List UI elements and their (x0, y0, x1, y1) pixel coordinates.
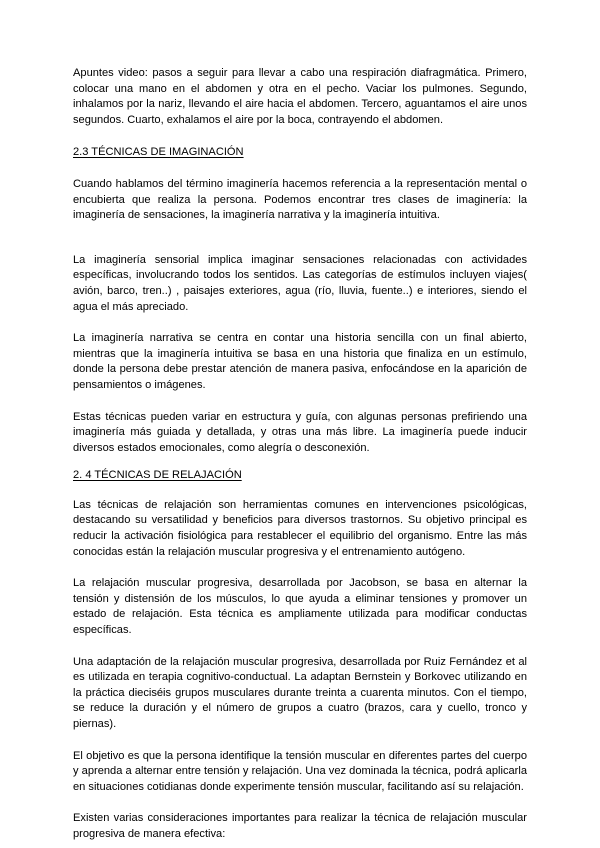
paragraph-imagineria-narrativa: La imaginería narrativa se centra en contar una historia sencilla con un final abierto, mientras que la imaginería intuitiva se basa en una historia que finaliza en un estímulo, donde la persona debe prestar atención de manera pasiva, enfocándose en la aparición de pensamientos o imágenes. (73, 332, 527, 391)
document-page (73, 66, 527, 843)
section-heading-imaginacion: 2.3 TÉCNICAS DE IMAGINACIÓN (73, 146, 244, 159)
paragraph-adaptacion: Una adaptación de la relajación muscular progresiva, desarrollada por Ruiz Fernández et al es utilizada en terapia cognitivo-conductual. La adaptan Bernstein y Borkovec utilizando en la práctica dieciséis grupos musculares durante treinta a cuarenta minutos. Con el tiempo, se reduce la duración y el número de grupos a cuatro (brazos, cara y cuello, tronco y piernas). (73, 655, 527, 730)
paragraph-tecnicas-variacion: Estas técnicas pueden variar en estructura y guía, con algunas personas prefiriendo una imaginería más guiada y detallada, y otras una más libre. La imaginería puede inducir diversos estados emocionales, como alegría o desconexión. (73, 410, 527, 454)
paragraph-consideraciones: Existen varias consideraciones importantes para realizar la técnica de relajación muscular progresiva de manera efectiva: (73, 812, 527, 840)
paragraph-imagineria-definicion: Cuando hablamos del término imaginería hacemos referencia a la representación mental o encubierta que realiza la persona. Podemos encontrar tres clases de imaginería: la imaginería de sensaciones, la imaginería narrativa y la imaginería intuitiva. (73, 177, 527, 222)
paragraph-relajacion-definicion: Las técnicas de relajación son herramientas comunes en intervenciones psicológicas, destacando su versatilidad y beneficios para diversos trastornos. Su objetivo principal es reducir la activación fisiológica para restablecer el equilibrio del organismo. Entre las más conocidas están la relajación muscular progresiva y el entrenamiento autógeno. (73, 498, 527, 558)
paragraph-imagineria-sensorial: La imaginería sensorial implica imaginar sensaciones relacionadas con actividades específicas, involucrando todos los sentidos. Las categorías de estímulos incluyen viajes( avión, barco, tren..) , paisajes exteriores, agua (río, lluvia, fuente..) e interiores, siendo el agua el más apreciado. (73, 253, 527, 313)
paragraph-jacobson: La relajación muscular progresiva, desarrollada por Jacobson, se basa en alternar la tensión y distensión de los músculos, lo que ayuda a eliminar tensiones y promover un estado de relajación. Esta técnica es ampliamente utilizada para modificar conductas específicas. (73, 577, 527, 637)
section-heading-relajacion: 2. 4 TÉCNICAS DE RELAJACIÓN (73, 469, 242, 482)
paragraph-apuntes-video: Apuntes video: pasos a seguir para llevar a cabo una respiración diafragmática. Primero, colocar una mano en el abdomen y otra en el pecho. Vaciar los pulmones. Segundo, inhalamos por la nariz, llevando el aire hacia el abdomen. Tercero, aguantamos el aire unos segundos. Cuarto, exhalamos el aire por la boca, contrayendo el abdomen. (73, 67, 527, 126)
paragraph-objetivo: El objetivo es que la persona identifique la tensión muscular en diferentes partes del cuerpo y aprenda a alternar entre tensión y relajación. Una vez dominada la técnica, podrá aplicarla en situaciones cotidianas donde experimente tensión muscular, facilitando así su relajación. (73, 749, 527, 793)
